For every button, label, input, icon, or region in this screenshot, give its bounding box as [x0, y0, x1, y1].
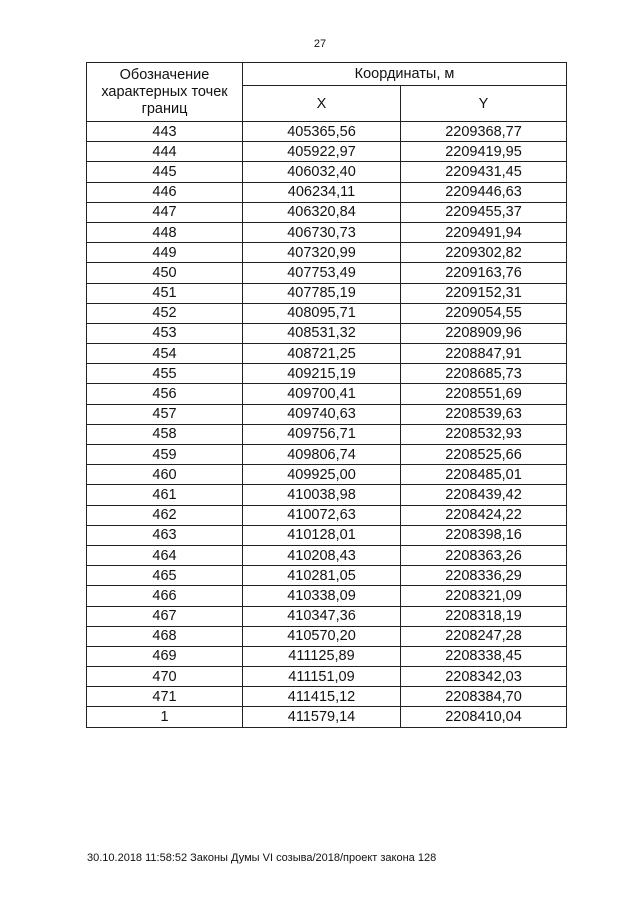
cell-point: 460 — [87, 465, 243, 485]
cell-x: 410072,63 — [243, 505, 401, 525]
table-row — [87, 364, 567, 384]
cell-point: 471 — [87, 687, 243, 707]
cell-x: 407753,49 — [243, 263, 401, 283]
table-row — [87, 626, 567, 646]
cell-x: 405922,97 — [243, 142, 401, 162]
cell-y: 2209419,95 — [401, 142, 567, 162]
table-row — [87, 465, 567, 485]
cell-x: 411125,89 — [243, 646, 401, 666]
cell-y: 2208424,22 — [401, 505, 567, 525]
cell-x: 411579,14 — [243, 707, 401, 727]
cell-y: 2209368,77 — [401, 122, 567, 142]
coordinates-table — [86, 62, 567, 728]
table-row — [87, 142, 567, 162]
cell-point: 458 — [87, 424, 243, 444]
table-row — [87, 182, 567, 202]
cell-y: 2208539,63 — [401, 404, 567, 424]
cell-y: 2208485,01 — [401, 465, 567, 485]
table-row — [87, 303, 567, 323]
footer-text: 30.10.2018 11:58:52 Законы Думы VI созыва/2018/проект закона 128 — [87, 852, 437, 864]
cell-point: 447 — [87, 202, 243, 222]
table-row — [87, 586, 567, 606]
cell-x: 409756,71 — [243, 424, 401, 444]
cell-y: 2208847,91 — [401, 344, 567, 364]
cell-point: 464 — [87, 545, 243, 565]
cell-x: 409925,00 — [243, 465, 401, 485]
table-row — [87, 384, 567, 404]
cell-point: 457 — [87, 404, 243, 424]
cell-point: 461 — [87, 485, 243, 505]
cell-y: 2208525,66 — [401, 445, 567, 465]
cell-x: 410338,09 — [243, 586, 401, 606]
table-row — [87, 344, 567, 364]
cell-y: 2209455,37 — [401, 202, 567, 222]
cell-point: 451 — [87, 283, 243, 303]
cell-y: 2209446,63 — [401, 182, 567, 202]
page-number: 27 — [313, 38, 327, 50]
cell-y: 2208909,96 — [401, 323, 567, 343]
cell-x: 409806,74 — [243, 445, 401, 465]
cell-y: 2208384,70 — [401, 687, 567, 707]
cell-x: 408721,25 — [243, 344, 401, 364]
table-body — [87, 122, 567, 728]
table-row — [87, 283, 567, 303]
cell-point: 459 — [87, 445, 243, 465]
header-coordinates: Координаты, м — [243, 63, 567, 86]
cell-y: 2208439,42 — [401, 485, 567, 505]
table-row — [87, 222, 567, 242]
table-row — [87, 485, 567, 505]
cell-y: 2208363,26 — [401, 545, 567, 565]
cell-x: 410128,01 — [243, 525, 401, 545]
cell-point: 462 — [87, 505, 243, 525]
cell-x: 409700,41 — [243, 384, 401, 404]
table-row — [87, 566, 567, 586]
cell-y: 2209152,31 — [401, 283, 567, 303]
cell-x: 408531,32 — [243, 323, 401, 343]
cell-x: 408095,71 — [243, 303, 401, 323]
cell-x: 411415,12 — [243, 687, 401, 707]
table-row — [87, 505, 567, 525]
cell-x: 405365,56 — [243, 122, 401, 142]
cell-point: 449 — [87, 243, 243, 263]
cell-y: 2208551,69 — [401, 384, 567, 404]
cell-point: 465 — [87, 566, 243, 586]
table-row — [87, 646, 567, 666]
header-point-designation: Обозначение характерных точек границ — [87, 63, 243, 122]
cell-point: 445 — [87, 162, 243, 182]
cell-y: 2208336,29 — [401, 566, 567, 586]
table-row — [87, 667, 567, 687]
cell-x: 410347,36 — [243, 606, 401, 626]
cell-y: 2208338,45 — [401, 646, 567, 666]
header-y: Y — [401, 86, 567, 122]
table-row — [87, 687, 567, 707]
cell-point: 452 — [87, 303, 243, 323]
cell-point: 456 — [87, 384, 243, 404]
cell-x: 406730,73 — [243, 222, 401, 242]
cell-x: 406032,40 — [243, 162, 401, 182]
cell-point: 448 — [87, 222, 243, 242]
table-row — [87, 525, 567, 545]
cell-y: 2209431,45 — [401, 162, 567, 182]
cell-x: 406234,11 — [243, 182, 401, 202]
cell-x: 410208,43 — [243, 545, 401, 565]
cell-point: 463 — [87, 525, 243, 545]
cell-y: 2208321,09 — [401, 586, 567, 606]
table-row — [87, 162, 567, 182]
cell-point: 470 — [87, 667, 243, 687]
cell-point: 454 — [87, 344, 243, 364]
cell-x: 406320,84 — [243, 202, 401, 222]
table-row — [87, 545, 567, 565]
cell-x: 411151,09 — [243, 667, 401, 687]
table-row — [87, 707, 567, 727]
cell-point: 450 — [87, 263, 243, 283]
table-row — [87, 243, 567, 263]
cell-x: 409215,19 — [243, 364, 401, 384]
cell-y: 2208532,93 — [401, 424, 567, 444]
cell-point: 469 — [87, 646, 243, 666]
cell-point: 455 — [87, 364, 243, 384]
cell-y: 2209491,94 — [401, 222, 567, 242]
cell-x: 410281,05 — [243, 566, 401, 586]
cell-point: 446 — [87, 182, 243, 202]
cell-x: 409740,63 — [243, 404, 401, 424]
cell-y: 2209163,76 — [401, 263, 567, 283]
table-row — [87, 323, 567, 343]
cell-y: 2208410,04 — [401, 707, 567, 727]
table-row — [87, 404, 567, 424]
table-row — [87, 202, 567, 222]
cell-y: 2208685,73 — [401, 364, 567, 384]
cell-x: 407320,99 — [243, 243, 401, 263]
cell-x: 410570,20 — [243, 626, 401, 646]
cell-y: 2209054,55 — [401, 303, 567, 323]
cell-y: 2208342,03 — [401, 667, 567, 687]
table-row — [87, 122, 567, 142]
cell-y: 2208398,16 — [401, 525, 567, 545]
cell-y: 2208318,19 — [401, 606, 567, 626]
cell-point: 444 — [87, 142, 243, 162]
cell-point: 467 — [87, 606, 243, 626]
cell-y: 2209302,82 — [401, 243, 567, 263]
table-row — [87, 424, 567, 444]
header-x: X — [243, 86, 401, 122]
cell-y: 2208247,28 — [401, 626, 567, 646]
cell-point: 443 — [87, 122, 243, 142]
cell-point: 453 — [87, 323, 243, 343]
cell-point: 1 — [87, 707, 243, 727]
table-row — [87, 263, 567, 283]
table-row — [87, 445, 567, 465]
cell-x: 407785,19 — [243, 283, 401, 303]
cell-point: 468 — [87, 626, 243, 646]
table-row — [87, 606, 567, 626]
cell-point: 466 — [87, 586, 243, 606]
cell-x: 410038,98 — [243, 485, 401, 505]
